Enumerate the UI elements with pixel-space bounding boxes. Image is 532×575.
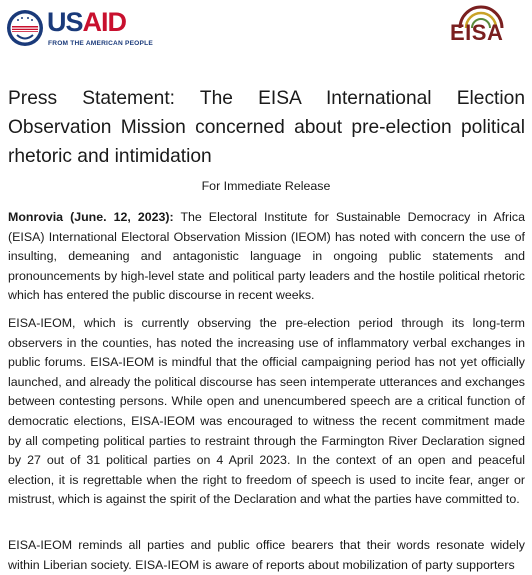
release-note: For Immediate Release (201, 179, 331, 193)
usaid-wordmark (47, 8, 126, 36)
paragraph-lead: Monrovia (June. 12, 2023): (8, 210, 174, 224)
usaid-wordmark-aid: AID (82, 7, 127, 37)
paragraph-text: The Electoral Institute for Sustainable Democracy in Africa (EISA) International Electoral Observation Mission (IEOM) has noted with concern the use of insulting, demeaning and antagonistic language in ongoing public statements and pronouncements by high-level state and political party leaders and the hostile political rhetoric which has entered the public discourse in recent weeks. (8, 210, 525, 303)
usaid-tagline: FROM THE AMERICAN PEOPLE (48, 40, 153, 47)
usaid-logo (6, 4, 153, 56)
paragraph-2: EISA-IEOM, which is currently observing the pre-election period through its long-term observers in the counties, has noted the increasing use of inflammatory verbal exchanges in public forums. EISA-IEOM is mindful that the official campaigning period has not yet officially launched, and already the political discourse has seen intemperate utterances and exchanges between contesting persons. While open and unencumbered speech are a critical function of democratic elections, EISA-IEOM was encouraged to witness the recent commitment made by all competing political parties to restraint through the Farmington River Declaration signed by 27 out of 31 political parties on 4 April 2023. In the context of an open and peaceful election, it is regrettable when the right to freedom of speech is used to incite fear, anger or mistrust, which is against the spirit of the Declaration and what the parties have committed to. (8, 316, 525, 507)
paragraph-3: EISA-IEOM reminds all parties and public office bearers that their words resonate widely within Liberian society. EISA-IEOM is aware of reports about mobilization of party supporters (8, 538, 525, 572)
usaid-wordmark-us: US (47, 7, 83, 37)
paragraph-1 (8, 208, 525, 306)
page-title: Press Statement: The EISA International Election Observation Mission concerned about pre-election political rhetoric and intimidation (8, 88, 525, 167)
eisa-wordmark: EISA (450, 20, 504, 45)
usaid-seal-icon (6, 4, 46, 56)
eisa-logo (446, 2, 516, 54)
